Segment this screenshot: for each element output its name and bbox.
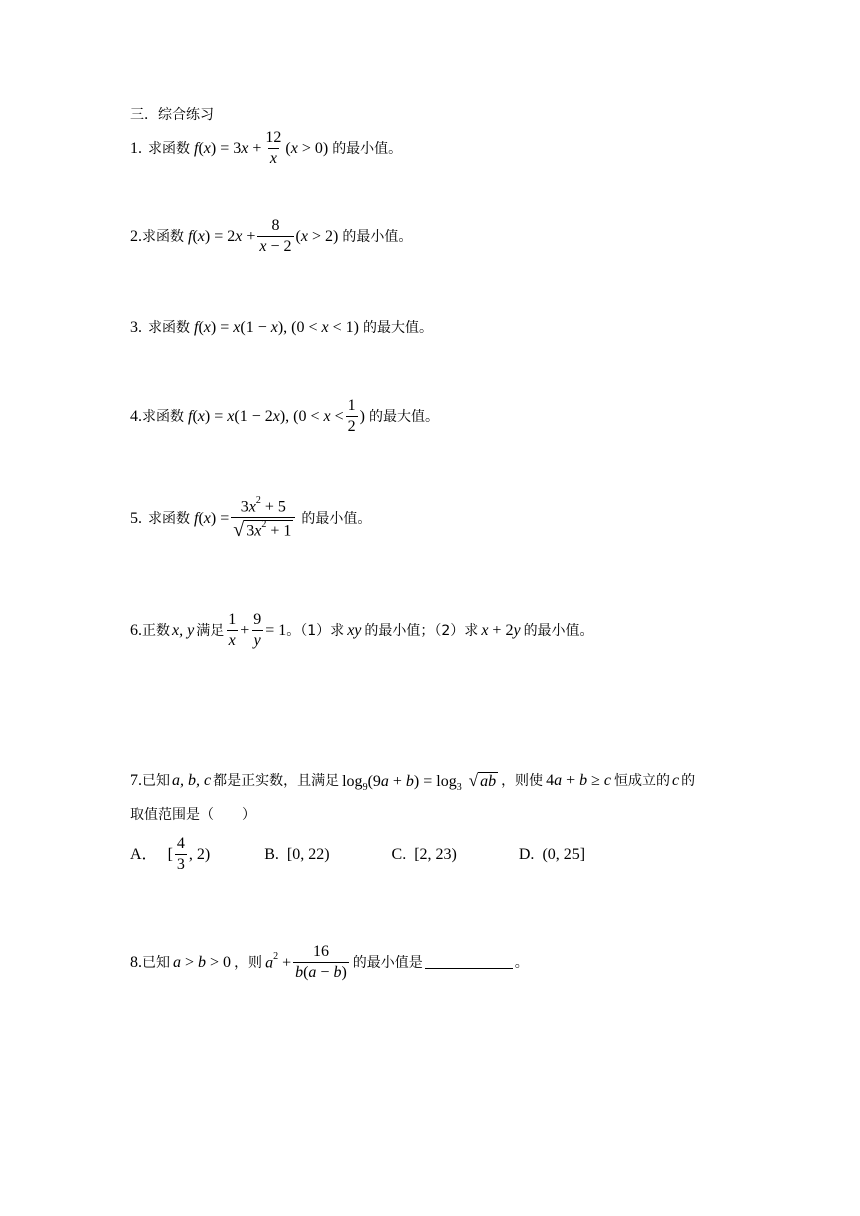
q8-expr: $a^2$ + — [265, 951, 292, 972]
option-a: A． [ $\frac{4}{3}$ , 2) — [130, 835, 211, 873]
q7-text-4: 恒成立的 — [613, 773, 670, 789]
q7-ineq: 4a + b ≥ c — [546, 772, 611, 789]
q6-fraction-1: $\frac{1}{x}$ — [228, 611, 237, 649]
q1-number: 1. — [130, 139, 142, 157]
q7-number: 7. — [130, 772, 142, 789]
q8-number: 8. — [130, 953, 142, 971]
option-d: D. (0, 25] — [518, 845, 586, 863]
q6-fraction-2: $\frac{9}{y}$ — [253, 611, 262, 649]
q7-log-eq: $\log_9(9a + b) = \log_3$ √ ab — [342, 771, 497, 793]
q7-text: 已知 — [142, 773, 170, 789]
q1-fraction: $\frac{12}{x}$ — [265, 129, 282, 167]
q3-formula: f(x) = x(1 − x), (0 < x < 1) — [194, 319, 359, 336]
q6-expr: x + 2y — [481, 621, 521, 639]
q2-number: 2. — [130, 227, 142, 245]
option-d-label: D. — [518, 845, 535, 863]
question-7-options — [130, 836, 585, 874]
q6-equals: = 1 — [265, 621, 287, 639]
q6-part-2: 的最小值；（2）求 — [364, 622, 479, 639]
question-8 — [130, 944, 529, 982]
q5-number: 5. — [130, 510, 142, 528]
q8-text-3: 的最小值是 — [352, 954, 423, 971]
option-a-fraction: $\frac{4}{3}$ — [176, 835, 185, 873]
q1-tail: 的最小值。 — [332, 140, 403, 157]
q7-text-5: 的 — [681, 773, 696, 789]
question-4 — [130, 398, 439, 436]
q5-tail: 的最小值。 — [301, 511, 372, 528]
q5-text: 求函数 — [148, 511, 190, 528]
option-a-label: A． — [130, 845, 158, 863]
q1-formula: f(x) = 3x + — [194, 139, 262, 157]
q3-tail: 的最大值。 — [362, 320, 433, 336]
q6-part-1: 。（1）求 — [286, 622, 345, 639]
q7-vars: a, b, c — [172, 772, 212, 789]
q8-text-2: ，则 — [234, 954, 263, 971]
q6-tail: 的最小值。 — [523, 622, 594, 639]
q4-number: 4. — [130, 407, 142, 425]
q2-text: 求函数 — [142, 228, 184, 245]
question-3 — [130, 320, 433, 336]
q4-fraction: $\frac{1}{2}$ — [347, 397, 356, 435]
q3-text: 求函数 — [148, 320, 190, 336]
q8-fraction: $\frac{16}{b(a - b)}$ — [295, 943, 347, 981]
q2-tail: 的最小值。 — [342, 228, 413, 245]
q2-formula: f(x) = 2x + — [188, 227, 256, 245]
q6-number: 6. — [130, 621, 142, 639]
q5-fraction: $3x^2 + 5$ √ $3x^2 + 1$ — [231, 498, 295, 541]
q6-vars: x, y — [172, 621, 195, 639]
question-6: 6. 正数 x, y 满足 $\frac{1}{x}$ + $\frac{9}{y}$ = 1 。（1）求 xy 的最小值；（2）求 x + 2y 的最小值。 — [130, 611, 594, 649]
answer-blank[interactable] — [425, 956, 513, 969]
q6-text-2: 满足 — [196, 622, 225, 639]
question-7 — [130, 771, 696, 793]
q6-xy: xy — [347, 621, 362, 639]
q7-text-2: 都是正实数，且满足 — [213, 773, 340, 789]
q1-domain: (x > 0) — [285, 139, 329, 157]
question-2 — [130, 218, 412, 256]
q4-text: 求函数 — [142, 408, 184, 425]
q7-var-c: c — [671, 772, 680, 789]
q4-close-paren: ) — [359, 407, 365, 425]
option-b-label: B. — [264, 845, 279, 863]
option-b: B. [0, 22) — [264, 845, 330, 863]
q7-text-3: ，则使 — [501, 773, 544, 789]
q8-tail: 。 — [514, 954, 529, 971]
q4-formula: f(x) = x(1 − 2x), (0 < x < — [188, 407, 344, 425]
q4-tail: 的最大值。 — [368, 408, 439, 425]
option-c-label: C. — [391, 845, 407, 863]
q8-condition: a > b > 0 — [173, 953, 232, 971]
option-c: C. [2, 23) — [391, 845, 457, 863]
q2-domain: (x > 2) — [295, 227, 339, 245]
question-5 — [130, 495, 372, 542]
q2-fraction: $\frac{8}{x - 2}$ — [259, 217, 292, 255]
question-1 — [130, 130, 402, 168]
section-title: 三．综合练习 — [130, 107, 214, 123]
q8-text: 已知 — [142, 954, 170, 971]
q6-text: 正数 — [142, 622, 170, 639]
q3-number: 3. — [130, 319, 142, 336]
q1-text: 求函数 — [148, 140, 190, 157]
question-7-line-2: 取值范围是（ ） — [130, 807, 256, 823]
q5-formula: f(x) = — [194, 510, 230, 528]
